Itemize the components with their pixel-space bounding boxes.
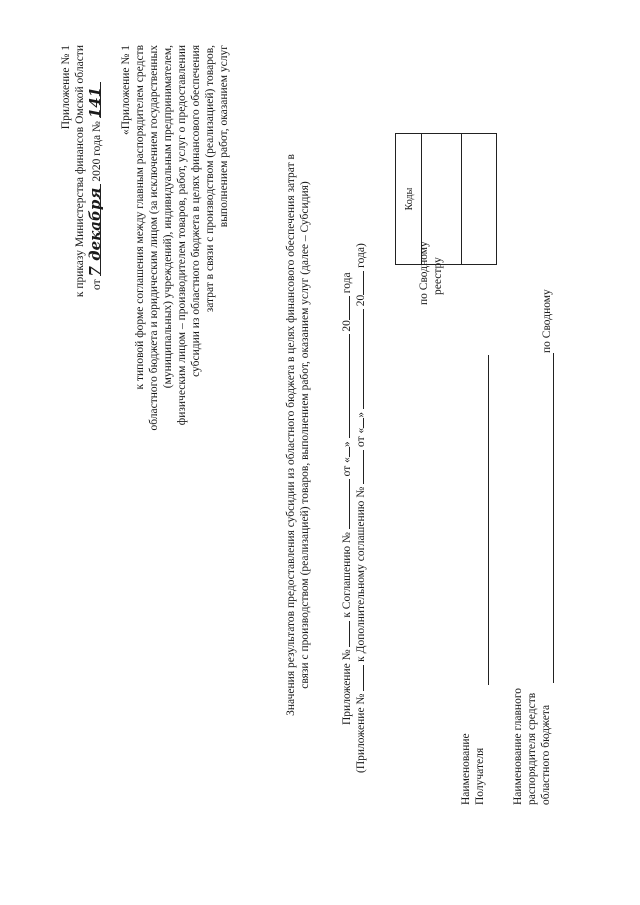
agreement-number-blank [338, 479, 350, 529]
supplementary-date-open: от « [355, 427, 367, 447]
agreement-year-blank [338, 296, 350, 320]
codes-header: Коды [404, 187, 415, 211]
preamble-line-8: выполнением работ, оказанием услуг [218, 45, 230, 228]
document-title-line-1: Значения результатов предоставления субсидии из областного бюджета в целях финансового обеспечения затрат в [285, 154, 297, 716]
supplementary-number-blank [352, 450, 364, 484]
preamble-line-7: затрат в связи с производством (реализацией) товаров, [204, 45, 216, 313]
preamble-line-1: «Приложение № 1 [120, 45, 132, 135]
supplementary-year-prefix: 20 [355, 294, 367, 307]
supplementary-year-label: года) [355, 243, 367, 268]
supplementary-month-blank [352, 309, 364, 409]
preamble-line-4: (муниципальных) учреждений), индивидуальным предпринимателем, [162, 45, 174, 389]
agreement-day-blank [338, 447, 350, 457]
attachment-number-label: Приложение № [341, 649, 353, 725]
supplementary-year-blank [352, 271, 364, 295]
document-title-line-2: связи с производством (реализацией) товаров, выполнением работ, оказанием услуг (далее – Субсидия) [299, 181, 311, 689]
manager-registry-note: по Сводному [541, 289, 553, 353]
preamble-line-3: областного бюджета и юридическим лицом (за исключением государственных [148, 45, 160, 431]
manager-label-1: Наименование главного [512, 687, 524, 805]
supplementary-agreement-label: к Дополнительному соглашению № [355, 486, 367, 662]
supplementary-date-close: » [355, 411, 367, 418]
from-label: от [91, 279, 103, 290]
attachment-line-2 [352, 243, 368, 773]
preamble-line-6: субсидии из областного бюджета в целях финансового обеспечения [190, 45, 202, 377]
year-label: 2020 года № [91, 121, 103, 182]
recipient-label-2: Получателя [474, 747, 486, 805]
recipient-label-1: Наименование [460, 733, 472, 805]
handwritten-number: 141 [89, 82, 101, 118]
agreement-date-close: » [341, 441, 353, 448]
preamble-line-5: физическим лицом – производителем товаров, работ, услуг о предоставлении [176, 45, 188, 426]
supplementary-day-blank [352, 418, 364, 428]
appendix-number: Приложение № 1 [60, 45, 72, 130]
supplementary-attachment-blank [352, 665, 364, 691]
manager-label-2: распорядителя средств [526, 692, 538, 805]
codes-table [395, 133, 497, 265]
agreement-year-prefix: 20 [341, 320, 353, 332]
agreement-label: к Соглашению № [341, 532, 353, 618]
order-reference: к приказу Министерства финансов Омской области [74, 45, 86, 298]
recipient-registry-note-1: по Сводному [418, 241, 430, 305]
recipient-registry-note-2: реестру [432, 257, 444, 295]
manager-underline [553, 353, 554, 683]
recipient-underline [488, 355, 489, 685]
supplementary-attachment-label: (Приложение № [355, 693, 367, 773]
manager-label-3: областного бюджета [540, 704, 552, 805]
agreement-date-open: от « [341, 457, 353, 477]
codes-manager-cell [462, 134, 494, 264]
agreement-month-blank [338, 334, 350, 438]
order-date-line [86, 82, 104, 290]
agreement-year-label: года [341, 272, 353, 294]
handwritten-date: 7 декабря [89, 185, 101, 277]
preamble-line-2: к типовой форме соглашения между главным распорядителем средств [134, 45, 146, 390]
attachment-number-blank [338, 621, 350, 647]
